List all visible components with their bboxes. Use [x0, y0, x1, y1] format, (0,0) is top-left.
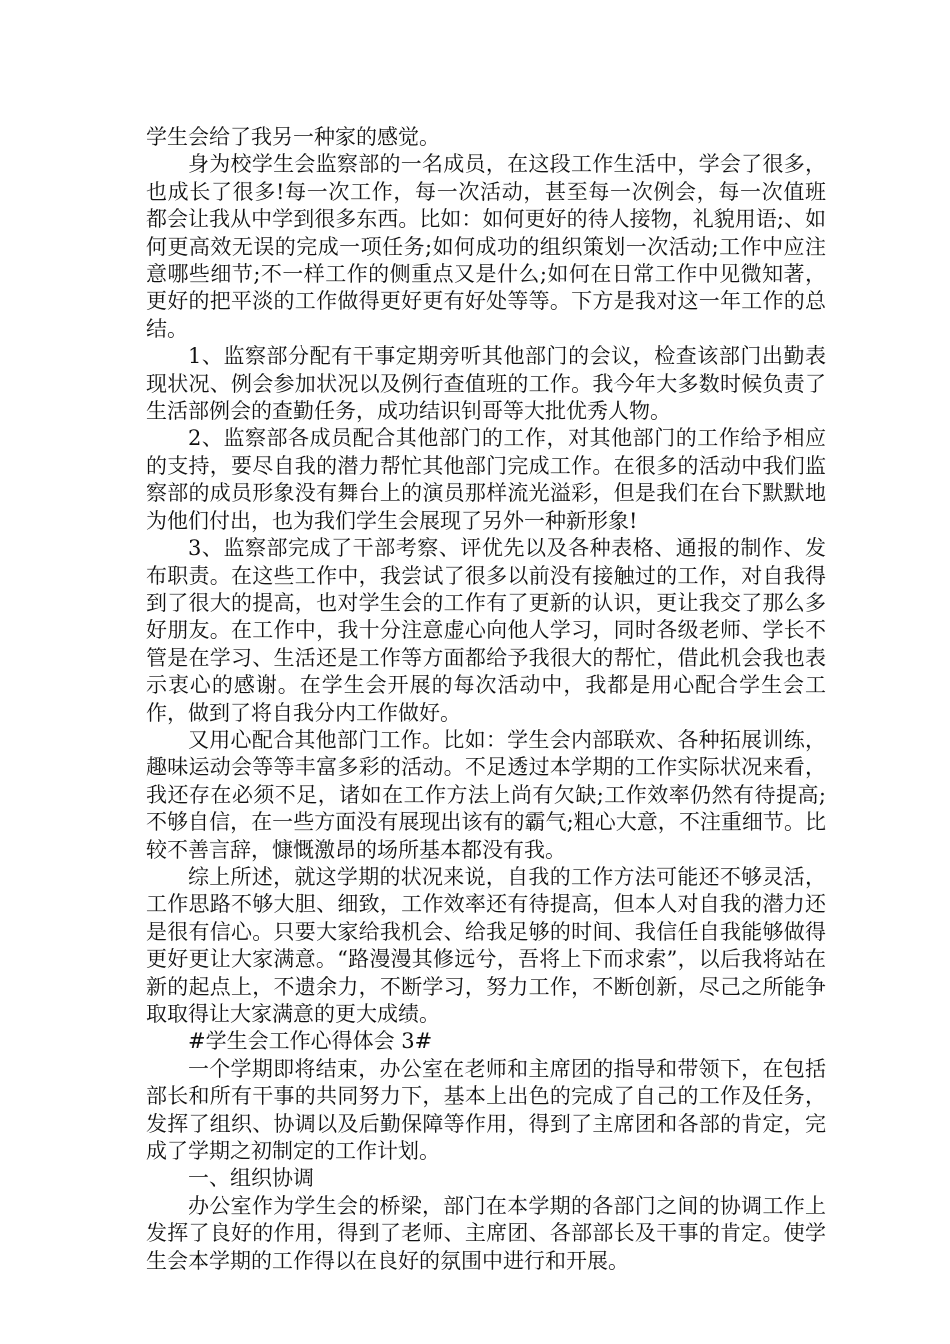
paragraph-coordination: 办公室作为学生会的桥梁，部门在本学期的各部门之间的协调工作上发挥了良好的作用，得到了老师、主席团、各部部长及干事的肯定。使学生会本学期的工作得以在良好的氛围中进行和开展。 — [146, 1193, 826, 1273]
paragraph-item-1: 1、监察部分配有干事定期旁听其他部门的会议，检查该部门出勤表现状况、例会参加状况以及例行查值班的工作。我今年大多数时候负责了生活部例会的查勤任务，成功结识钊哥等大批优秀人物。 — [146, 344, 826, 424]
paragraph-item-3: 3、监察部完成了干部考察、评优先以及各种表格、通报的制作、发布职责。在这些工作中，我尝试了很多以前没有接触过的工作，对自我得到了很大的提高，也对学生会的工作有了更新的认识，更让我交了那么多好朋友。在工作中，我十分注意虚心向他人学习，同时各级老师、学长不管是在学习、生活还是工作等方面都给予我很大的帮忙，借此机会我也表示衷心的感谢。在学生会开展的每次活动中，我都是用心配合学生会工作，做到了将自我分内工作做好。 — [146, 536, 826, 725]
paragraph-summary: 综上所述，就这学期的状况来说，自我的工作方法可能还不够灵活，工作思路不够大胆、细致，工作效率还有待提高，但本人对自我的潜力还是很有信心。只要大家给我机会、给我足够的时间、我信任自我能够做得更好更让大家满意。“路漫漫其修远兮，吾将上下而求索”，以后我将站在新的起点上，不遗余力，不断学习，努力工作，不断创新，尽己之所能争取取得让大家满意的更大成绩。 — [146, 864, 826, 1026]
subheading-coordination: 一、组织协调 — [188, 1166, 314, 1191]
paragraph-intro: 身为校学生会监察部的一名成员，在这段工作生活中，学会了很多，也成长了很多!每一次工作，每一次活动，甚至每一次例会，每一次值班都会让我从中学到很多东西。比如：如何更好的待人接物，礼貌用语;、如何更高效无误的完成一项任务;如何成功的组织策划一次活动;工作中应注意哪些细节;不一样工作的侧重点又是什么;如何在日常工作中见微知著，更好的把平淡的工作做得更好更有好处等等。下方是我对这一年工作的总结。 — [146, 152, 826, 341]
section-heading: #学生会工作心得体会 3# — [188, 1029, 433, 1054]
paragraph-shortcomings: 又用心配合其他部门工作。比如：学生会内部联欢、各种拓展训练，趣味运动会等等丰富多彩的活动。不足透过本学期的工作实际状况来看，我还存在必须不足，诸如在工作方法上尚有欠缺;工作效率仍然有待提高;不够自信，在一些方面没有展现出该有的霸气;粗心大意，不注重细节。比较不善言辞，慷慨激昂的场所基本都没有我。 — [146, 727, 826, 862]
document-body — [146, 124, 826, 1275]
paragraph-continuation: 学生会给了我另一种家的感觉。 — [146, 125, 440, 149]
paragraph-item-2: 2、监察部各成员配合其他部门的工作，对其他部门的工作给予相应的支持，要尽自我的潜力帮忙其他部门完成工作。在很多的活动中我们监察部的成员形象没有舞台上的演员那样流光溢彩，但是我们在台下默默地为他们付出，也为我们学生会展现了另外一种新形象! — [146, 426, 826, 533]
paragraph-office-intro: 一个学期即将结束，办公室在老师和主席团的指导和带领下，在包括部长和所有干事的共同努力下，基本上出色的完成了自己的工作及任务，发挥了组织、协调以及后勤保障等作用，得到了主席团和各部的肯定，完成了学期之初制定的工作计划。 — [146, 1056, 826, 1164]
